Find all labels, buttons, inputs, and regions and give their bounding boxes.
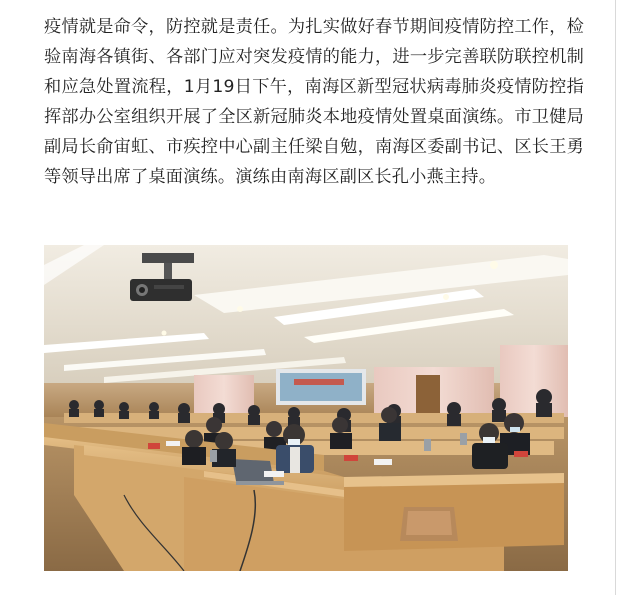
meeting-room-photo <box>44 245 568 571</box>
article-paragraph: 疫情就是命令，防控就是责任。为扎实做好春节期间疫情防控工作，检验南海各镇街、各部门应对突发疫情的能力，进一步完善联防联控机制和应急处置流程，1月19日下午，南海区新型冠状病毒肺炎疫情防控指挥部办公室组织开展了全区新冠肺炎本地疫情处置桌面演练。市卫健局副局长俞宙虹、市疾控中心副主任梁自勉，南海区委副书记、区长王勇等领导出席了桌面演练。演练由南海区副区长孔小燕主持。 <box>44 17 584 187</box>
right-border <box>615 0 616 595</box>
